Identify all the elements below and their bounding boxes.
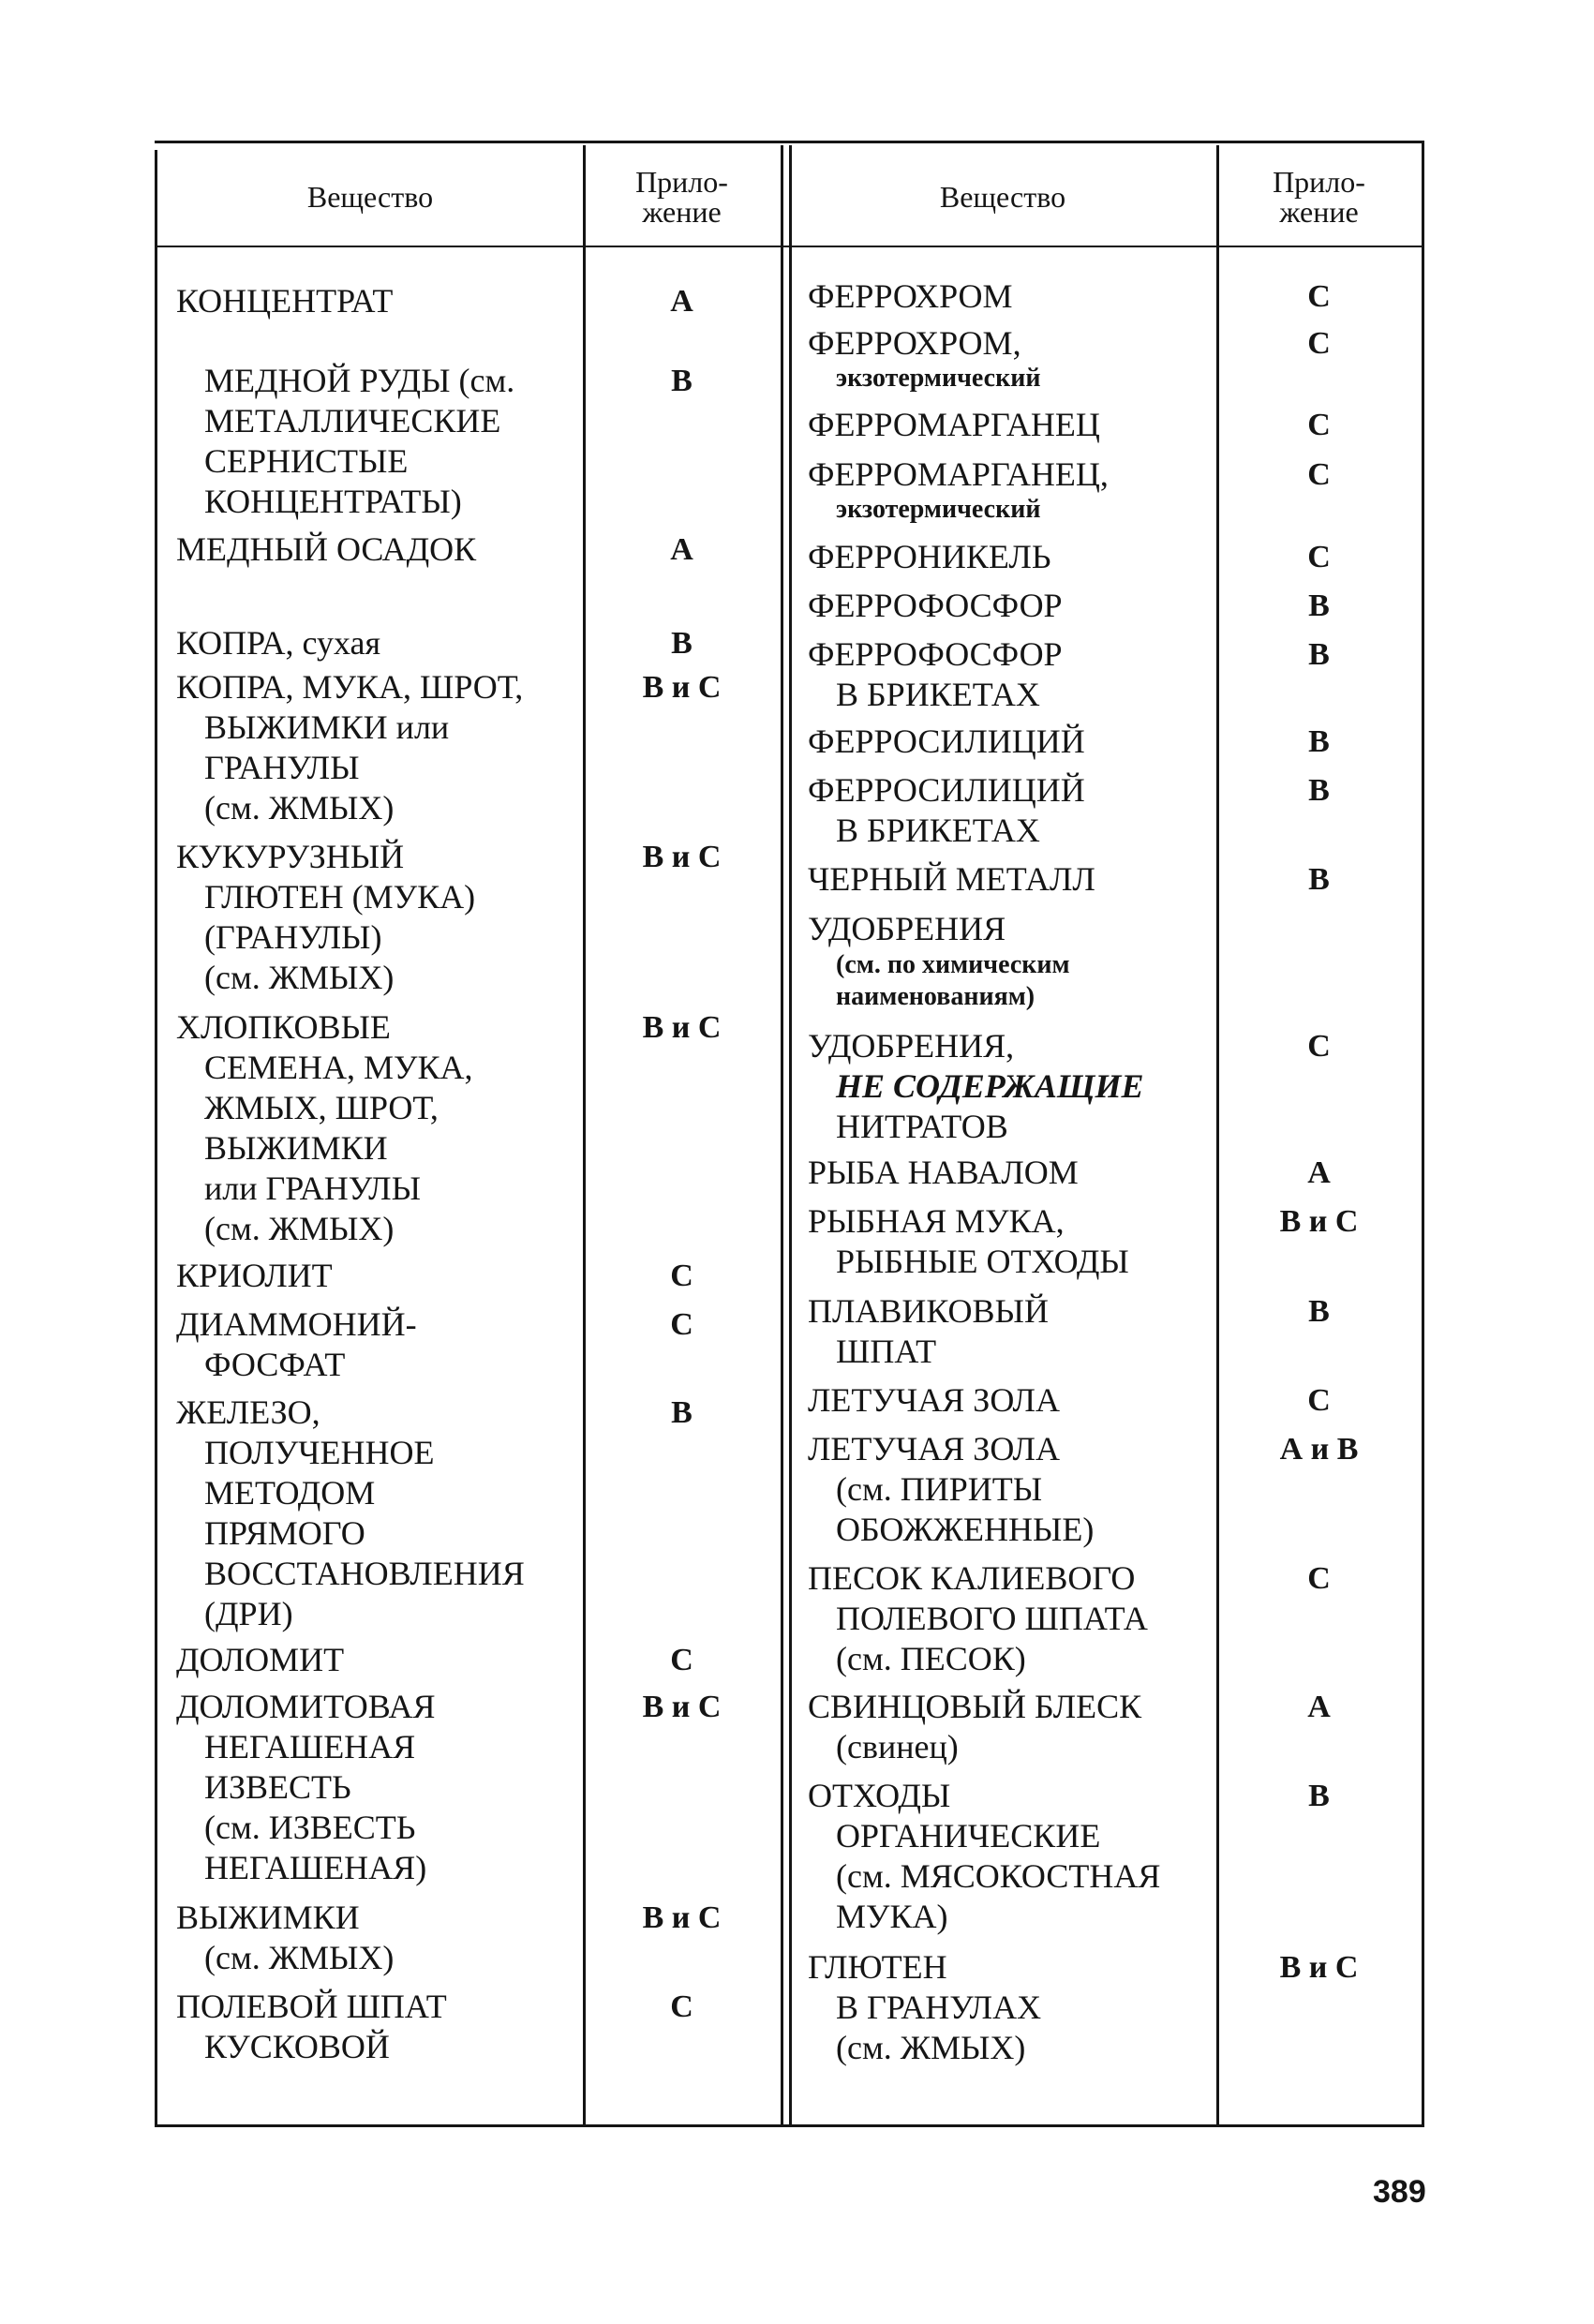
- left-entry: [176, 529, 588, 570]
- right-entry: [808, 276, 1220, 317]
- left-entry-line: КРИОЛИТ: [176, 1257, 333, 1294]
- right-entry-appendix: В: [1308, 862, 1330, 897]
- left-entry: [176, 667, 588, 828]
- right-entry-appendix: В: [1308, 588, 1330, 623]
- right-entry-appendix: А и В: [1279, 1432, 1359, 1467]
- right-entry: [808, 909, 1220, 1013]
- right-entry: [808, 1558, 1220, 1679]
- left-entry-line: КОНЦЕНТРАТ: [176, 282, 394, 320]
- left-entry-line: ПОЛЕВОЙ ШПАТ: [176, 1988, 447, 2025]
- right-entry-line: В БРИКЕТАХ: [836, 812, 1040, 849]
- left-entry-line: НЕГАШЕНАЯ): [204, 1849, 427, 1886]
- right-entry-line: (см. ПЕСОК): [836, 1640, 1026, 1677]
- left-entry-line: КОНЦЕНТРАТЫ): [204, 483, 462, 520]
- header-left-substance-label: Вещество: [306, 180, 434, 214]
- right-entry-line: ЛЕТУЧАЯ ЗОЛА: [808, 1430, 1060, 1467]
- left-entry-line: КОПРА, сухая: [176, 624, 381, 662]
- right-entry: [808, 1429, 1220, 1550]
- left-entry-appendix: С: [670, 1307, 693, 1342]
- left-entry: [176, 1687, 588, 1888]
- left-entry-line: (см. ЖМЫХ): [204, 789, 395, 827]
- left-entry: [176, 361, 588, 522]
- right-entry-appendix: В: [1308, 773, 1330, 808]
- right-entry-line: (см. МЯСОКОСТНАЯ: [836, 1857, 1161, 1895]
- right-entry-appendix: С: [1307, 279, 1331, 314]
- right-entry-line: МУКА): [836, 1898, 948, 1935]
- left-entry-appendix: В и С: [642, 1900, 722, 1935]
- right-entry-line: ГЛЮТЕН: [808, 1948, 947, 1986]
- left-entry-line: ГЛЮТЕН (МУКА): [204, 878, 476, 916]
- left-entry-line: ДИАММОНИЙ-: [176, 1305, 417, 1343]
- left-entry-line: МЕТАЛЛИЧЕСКИЕ: [204, 402, 501, 439]
- left-entry-line: ПРЯМОГО: [204, 1514, 365, 1552]
- right-entry-line: УДОБРЕНИЯ,: [808, 1027, 1015, 1065]
- right-entry: [808, 1153, 1220, 1193]
- right-entry-subtitle: экзотермический: [836, 495, 1041, 524]
- left-entry-line: ЖЕЛЕЗО,: [176, 1393, 320, 1431]
- left-entry-line: ВЫЖИМКИ: [204, 1129, 388, 1167]
- left-entry-line: МЕТОДОМ: [204, 1474, 376, 1512]
- right-entry-line: ОБОЖЖЕННЫЕ): [836, 1511, 1095, 1548]
- left-entry-line: ЖМЫХ, ШРОТ,: [204, 1089, 439, 1126]
- header-right-app: [1218, 150, 1420, 244]
- right-entry-line: (см. ПИРИТЫ: [836, 1470, 1043, 1508]
- right-entry: [808, 770, 1220, 851]
- right-entry: [808, 323, 1220, 394]
- right-entry-appendix: С: [1307, 1561, 1331, 1596]
- left-entry-line: (см. ЖМЫХ): [204, 1210, 395, 1247]
- right-entry: [808, 586, 1220, 626]
- left-entry-line: КУСКОВОЙ: [204, 2028, 390, 2065]
- right-entry-appendix: С: [1307, 1383, 1331, 1418]
- left-entry-line: КОПРА, МУКА, ШРОТ,: [176, 668, 524, 706]
- left-entry: [176, 1007, 588, 1249]
- right-entry-appendix: В: [1308, 1779, 1330, 1813]
- left-entry-line: ДОЛОМИТОВАЯ: [176, 1688, 436, 1725]
- right-entry: [808, 454, 1220, 525]
- right-entry-appendix: С: [1307, 540, 1331, 574]
- left-entry: [176, 623, 588, 663]
- left-entry-line: (см. ЖМЫХ): [204, 1939, 395, 1976]
- left-entry-appendix: В и С: [642, 1010, 722, 1045]
- left-entry-line: ФОСФАТ: [204, 1346, 346, 1383]
- left-entry-appendix: В и С: [642, 840, 722, 874]
- right-entry: [808, 859, 1220, 900]
- header-underline: [157, 246, 1423, 247]
- right-entry-line: ОРГАНИЧЕСКИЕ: [836, 1817, 1101, 1855]
- right-entry-appendix: С: [1307, 1029, 1331, 1064]
- right-entry: [808, 1026, 1220, 1147]
- left-entry: [176, 1640, 588, 1680]
- header-left-substance: [159, 150, 581, 244]
- header-right-substance: [792, 150, 1214, 244]
- left-entry-appendix: В: [671, 1395, 693, 1430]
- right-entry-line: ФЕРРОСИЛИЦИЙ: [808, 723, 1085, 760]
- table-right-border: [1422, 141, 1424, 2127]
- table-left-border: [155, 150, 157, 2127]
- left-entry-line: ВЫЖИМКИ или: [204, 708, 450, 746]
- right-entry: [808, 1201, 1220, 1282]
- right-entry-appendix: В: [1308, 637, 1330, 672]
- left-entry-appendix: А: [670, 532, 693, 567]
- left-entry-appendix: В: [671, 626, 693, 661]
- right-entry-line: ОТХОДЫ: [808, 1777, 951, 1814]
- right-entry-line: ПОЛЕВОГО ШПАТА: [836, 1600, 1148, 1637]
- divider-middle-2: [789, 145, 792, 2127]
- left-entry-line: ИЗВЕСТЬ: [204, 1768, 351, 1806]
- right-entry-appendix: С: [1307, 326, 1331, 361]
- right-entry-line: ФЕРРОХРОМ,: [808, 324, 1021, 362]
- right-entry-line: В ГРАНУЛАХ: [836, 1989, 1042, 2026]
- right-entry-line: НИТРАТОВ: [836, 1108, 1008, 1145]
- right-entry-line: ФЕРРОФОСФОР: [808, 635, 1063, 673]
- right-entry-line: ПЕСОК КАЛИЕВОГО: [808, 1559, 1136, 1597]
- left-entry: [176, 1393, 588, 1634]
- header-right-app-label: Прило- жение: [1273, 165, 1365, 229]
- header-right-substance-label: Вещество: [939, 180, 1066, 214]
- right-entry-line: ШПАТ: [836, 1333, 937, 1370]
- left-entry-line: ГРАНУЛЫ: [204, 749, 360, 786]
- right-entry: [808, 1291, 1220, 1372]
- left-entry-line: ДОЛОМИТ: [176, 1641, 345, 1678]
- left-entry: [176, 1898, 588, 1978]
- right-entry-line: ФЕРРОХРОМ: [808, 277, 1013, 315]
- right-entry-appendix: В и С: [1279, 1204, 1359, 1239]
- divider-middle-1: [781, 145, 783, 2127]
- right-entry-italic: НЕ СОДЕРЖАЩИЕ: [836, 1067, 1144, 1105]
- left-entry-appendix: В и С: [642, 1690, 722, 1724]
- right-entry-line: В БРИКЕТАХ: [836, 676, 1040, 713]
- right-entry-line: РЫБА НАВАЛОМ: [808, 1154, 1079, 1191]
- right-entry: [808, 537, 1220, 577]
- left-entry-line: МЕДНЫЙ ОСАДОК: [176, 530, 477, 568]
- right-entry-appendix: С: [1307, 408, 1331, 442]
- left-entry-line: ВЫЖИМКИ: [176, 1899, 360, 1936]
- left-entry-line: или ГРАНУЛЫ: [204, 1169, 421, 1207]
- header-left-app-label: Прило- жение: [635, 165, 728, 229]
- left-entry: [176, 1987, 588, 2067]
- right-entry-appendix: В: [1308, 1294, 1330, 1329]
- right-entry-subtitle: наименованиям): [836, 982, 1035, 1011]
- left-entry-appendix: С: [670, 1989, 693, 2024]
- left-entry-line: (ДРИ): [204, 1595, 293, 1632]
- right-entry: [808, 634, 1220, 715]
- left-entry-appendix: С: [670, 1643, 693, 1677]
- right-entry-line: ФЕРРОНИКЕЛЬ: [808, 538, 1051, 575]
- right-entry-subtitle: экзотермический: [836, 364, 1041, 393]
- right-entry-line: РЫБНАЯ МУКА,: [808, 1202, 1065, 1240]
- left-entry-line: ХЛОПКОВЫЕ: [176, 1008, 391, 1046]
- right-entry-line: РЫБНЫЕ ОТХОДЫ: [836, 1243, 1129, 1280]
- right-entry-appendix: А: [1307, 1155, 1331, 1190]
- right-entry-appendix: В и С: [1279, 1950, 1359, 1985]
- right-entry: [808, 1687, 1220, 1767]
- left-entry: [176, 1304, 588, 1385]
- right-entry-appendix: А: [1307, 1690, 1331, 1724]
- right-entry-appendix: С: [1307, 457, 1331, 492]
- left-entry-line: ПОЛУЧЕННОЕ: [204, 1434, 435, 1471]
- left-entry-line: НЕГАШЕНАЯ: [204, 1728, 416, 1765]
- right-entry-line: (см. ЖМЫХ): [836, 2029, 1026, 2066]
- header-left-app: [586, 150, 778, 244]
- right-entry-line: ФЕРРОСИЛИЦИЙ: [808, 771, 1085, 809]
- left-entry-line: ВОССТАНОВЛЕНИЯ: [204, 1555, 525, 1592]
- left-entry-line: (см. ИЗВЕСТЬ: [204, 1809, 416, 1846]
- right-entry-line: ФЕРРОМАРГАНЕЦ: [808, 406, 1100, 443]
- left-entry-line: КУКУРУЗНЫЙ: [176, 838, 405, 875]
- right-entry-line: ФЕРРОФОСФОР: [808, 587, 1063, 624]
- right-entry: [808, 722, 1220, 762]
- left-entry-appendix: А: [670, 284, 693, 319]
- left-entry-line: МЕДНОЙ РУДЫ (см.: [204, 362, 515, 399]
- right-entry-line: УДОБРЕНИЯ: [808, 910, 1006, 947]
- right-entry: [808, 405, 1220, 445]
- right-entry-appendix: В: [1308, 724, 1330, 759]
- right-entry-line: СВИНЦОВЫЙ БЛЕСК: [808, 1688, 1142, 1725]
- left-entry-appendix: С: [670, 1259, 693, 1293]
- right-entry-line: ЛЕТУЧАЯ ЗОЛА: [808, 1381, 1060, 1419]
- left-entry: [176, 281, 588, 321]
- right-entry: [808, 1380, 1220, 1421]
- right-entry: [808, 1776, 1220, 1937]
- right-entry-subtitle: (см. по химическим: [836, 950, 1070, 979]
- right-entry-line: ЧЕРНЫЙ МЕТАЛЛ: [808, 860, 1095, 898]
- right-entry: [808, 1947, 1220, 2068]
- page-number: 389: [1373, 2174, 1426, 2210]
- left-entry-line: СЕРНИСТЫЕ: [204, 442, 409, 480]
- left-entry-appendix: В и С: [642, 670, 722, 705]
- left-entry-line: (см. ЖМЫХ): [204, 959, 395, 996]
- right-entry-line: (свинец): [836, 1728, 959, 1765]
- left-entry-appendix: В: [671, 364, 693, 398]
- left-entry: [176, 837, 588, 998]
- left-entry: [176, 1256, 588, 1296]
- right-entry-line: ПЛАВИКОВЫЙ: [808, 1292, 1049, 1330]
- left-entry-line: СЕМЕНА, МУКА,: [204, 1049, 473, 1086]
- right-entry-line: ФЕРРОМАРГАНЕЦ,: [808, 455, 1109, 493]
- left-entry-line: (ГРАНУЛЫ): [204, 918, 382, 956]
